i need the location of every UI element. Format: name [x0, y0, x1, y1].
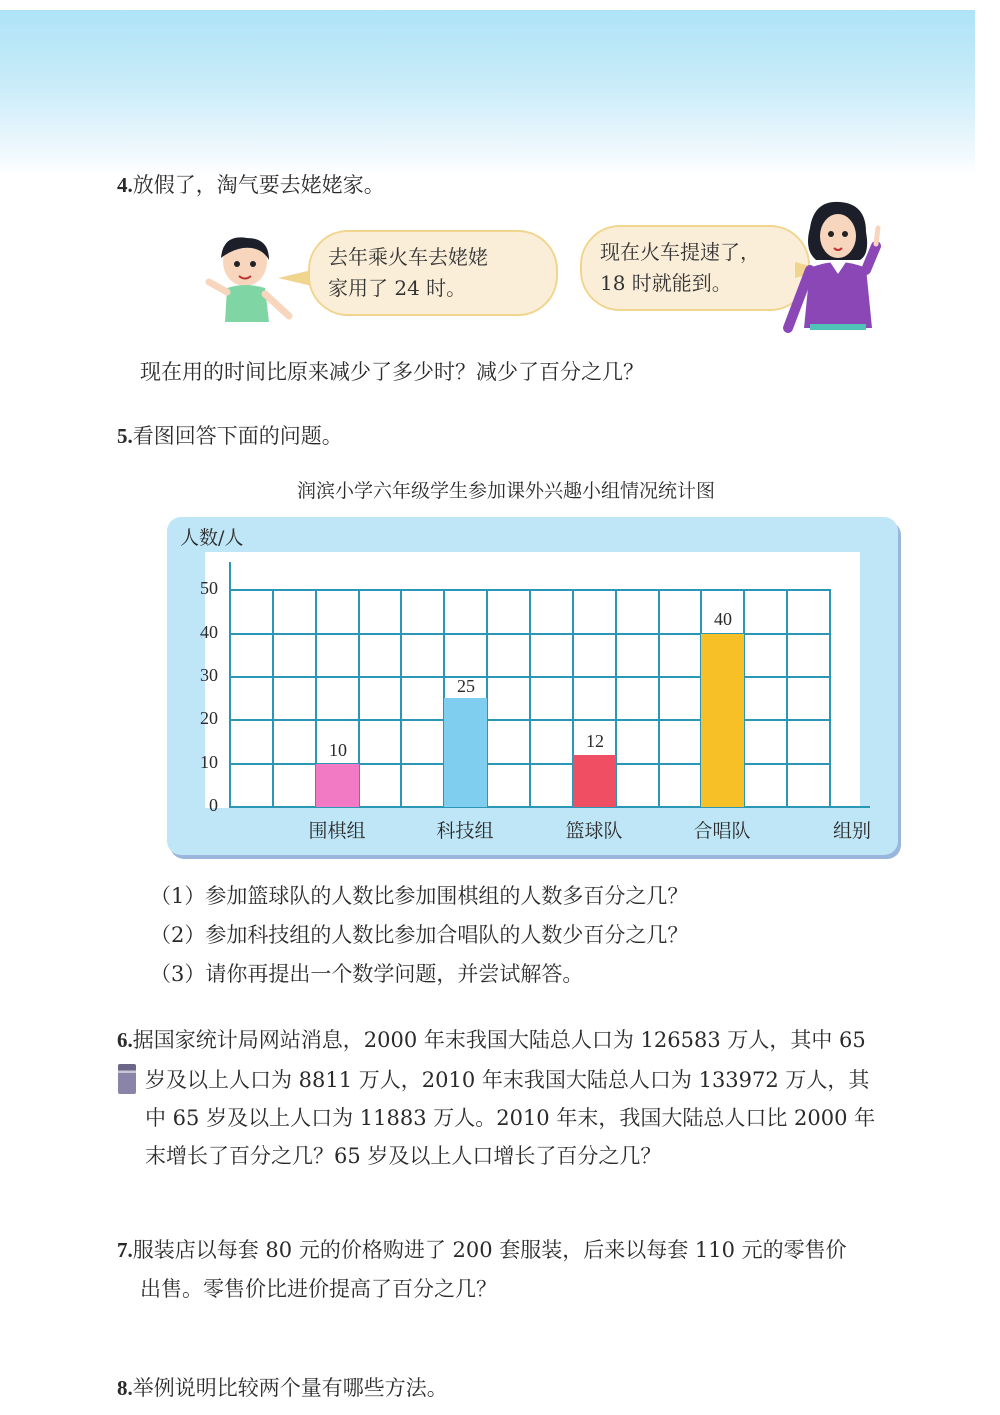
bar-value-label: 40 — [714, 609, 732, 629]
y-tick: 50 — [200, 578, 218, 598]
y-axis-line — [229, 562, 231, 808]
q5-title: 看图回答下面的问题。 — [132, 424, 343, 448]
y-tick: 20 — [200, 708, 218, 728]
q4-number: 4. — [117, 173, 133, 197]
bubble-line: 18 时就能到。 — [600, 271, 732, 295]
gridline — [786, 589, 788, 808]
q6-text: 据国家统计局网站消息，2000 年末我国大陆总人口为 126583 万人，其中 65 — [132, 1028, 866, 1052]
q6-line-4: 末增长了百分之几？65 岁及以上人口增长了百分之几？ — [145, 1144, 662, 1168]
y-axis-label: 人数/人 — [180, 527, 244, 549]
q5-number: 5. — [117, 424, 133, 448]
bar-hechang — [701, 634, 744, 807]
gridline — [272, 589, 274, 808]
speech-bubble-boy — [308, 230, 558, 316]
y-tick: 10 — [200, 752, 218, 772]
gridline — [400, 589, 402, 808]
y-tick: 0 — [209, 795, 218, 815]
bar-keji — [444, 698, 487, 807]
page-header-band — [0, 10, 975, 175]
q7-line-2: 出售。零售价比进价提高了百分之几？ — [140, 1277, 497, 1301]
bar-value-label: 10 — [329, 740, 347, 760]
q8-text: 举例说明比较两个量有哪些方法。 — [132, 1376, 448, 1400]
x-category-label: 合唱队 — [693, 820, 751, 842]
gridline — [658, 589, 660, 808]
q5-subquestion-2: （2）参加科技组的人数比参加合唱队的人数少百分之几？ — [150, 923, 689, 947]
calculator-icon — [118, 1064, 136, 1094]
q4-heading — [117, 173, 385, 198]
q8-cropped — [117, 1376, 517, 1400]
q7-line-1 — [117, 1238, 847, 1263]
q6-line-1 — [117, 1028, 866, 1053]
y-tick: 30 — [200, 665, 218, 685]
q6-number: 6. — [117, 1028, 133, 1052]
q7-text: 服装店以每套 80 元的价格购进了 200 套服装，后来以每套 110 元的零售价 — [132, 1238, 847, 1262]
gridline — [529, 589, 531, 808]
x-axis-label: 组别 — [832, 820, 871, 842]
bubble-line: 现在火车提速了， — [600, 240, 760, 264]
q6-line-2: 岁及以上人口为 8811 万人，2010 年末我国大陆总人口为 133972 万人，其 — [145, 1068, 870, 1092]
gridline — [829, 589, 831, 808]
teacher-illustration-icon — [780, 198, 890, 348]
q6-line-3: 中 65 岁及以上人口为 11883 万人。2010 年末，我国大陆总人口比 2000 年 — [145, 1106, 876, 1130]
bubble-line: 家用了 24 时。 — [328, 276, 467, 300]
bar-weiqi — [316, 764, 359, 807]
chart-title: 润滨小学六年级学生参加课外兴趣小组情况统计图 — [297, 480, 716, 502]
x-category-label: 篮球队 — [565, 820, 623, 842]
q4-question: 现在用的时间比原来减少了多少时？减少了百分之几？ — [140, 360, 644, 384]
q8-number: 8. — [117, 1376, 133, 1400]
q7-number: 7. — [117, 1238, 133, 1262]
q5-subquestion-3: （3）请你再提出一个数学问题，并尝试解答。 — [150, 962, 584, 986]
q5-subquestion-1: （1）参加篮球队的人数比参加围棋组的人数多百分之几？ — [150, 884, 689, 908]
q4-title: 放假了，淘气要去姥姥家。 — [132, 173, 385, 197]
speech-bubble-teacher — [580, 225, 810, 311]
bar-lanqiu — [573, 755, 616, 807]
bar-value-label: 12 — [586, 731, 604, 751]
bubble-tail — [278, 270, 312, 286]
x-category-label: 围棋组 — [308, 820, 366, 842]
q5-heading — [117, 424, 343, 449]
bar-value-label: 25 — [457, 676, 475, 696]
q8-line — [117, 1376, 448, 1401]
x-category-label: 科技组 — [436, 820, 494, 842]
y-tick: 40 — [200, 622, 218, 642]
bubble-line: 去年乘火车去姥姥 — [328, 245, 488, 269]
